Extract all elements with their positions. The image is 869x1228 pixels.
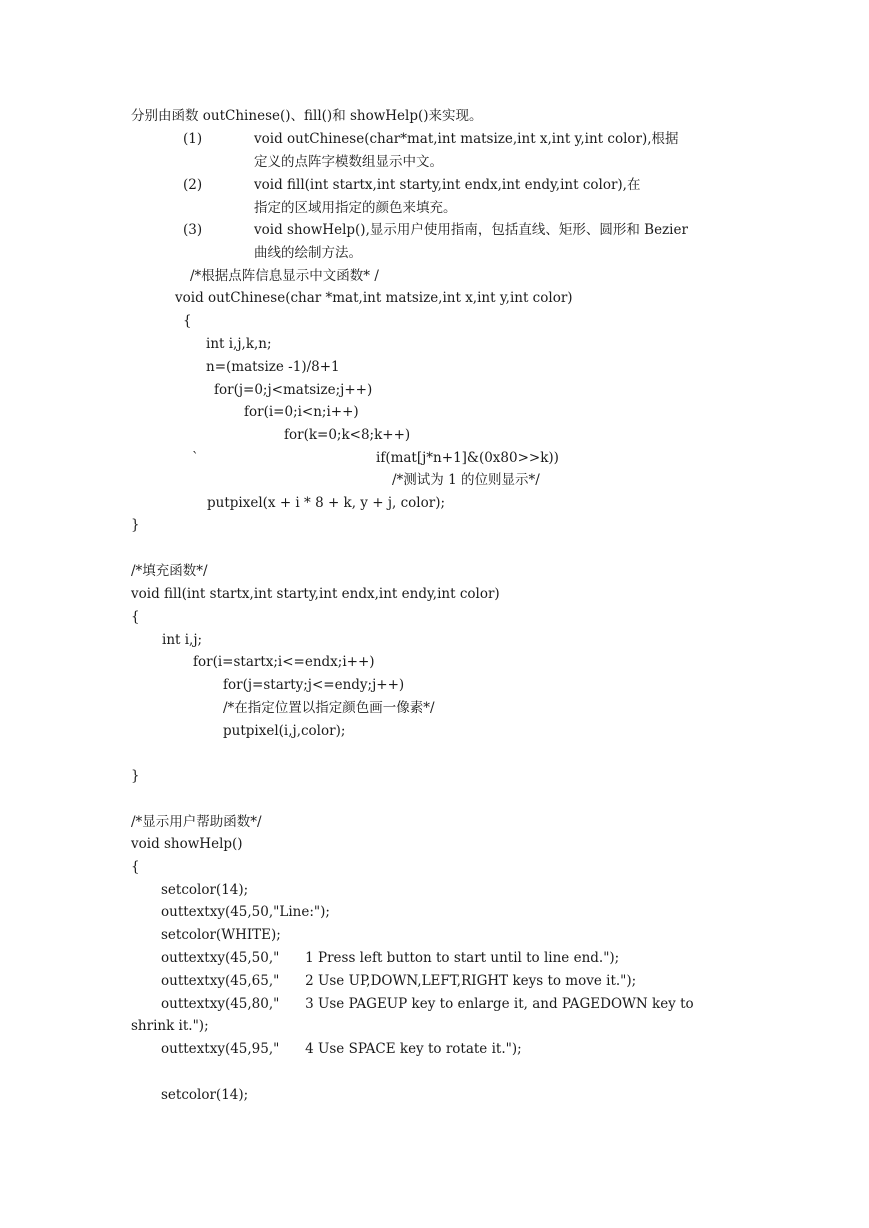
code-line: `: [192, 450, 199, 466]
list-item-number: (1): [183, 131, 203, 147]
list-item-number: (2): [183, 177, 203, 193]
code-line: if(mat[j*n+1]&(0x80>>k)): [376, 450, 559, 466]
code-line: for(k=0;k<8;k++): [284, 427, 411, 443]
code-line: putpixel(i,j,color);: [223, 723, 346, 739]
code-line: }: [131, 517, 140, 533]
intro-paragraph: 分别由函数 outChinese()、fill()和 showHelp()来实现。: [131, 108, 483, 124]
code-line: void fill(int startx,int starty,int endx,int endy,int color): [131, 586, 500, 602]
code-comment: /*根据点阵信息显示中文函数* /: [190, 268, 379, 284]
code-line: for(i=0;i<n;i++): [244, 404, 359, 420]
code-line: for(j=starty;j<=endy;j++): [223, 677, 405, 693]
code-comment: /*填充函数*/: [131, 563, 208, 579]
code-line: n=(matsize -1)/8+1: [206, 359, 340, 375]
list-item-text: void fill(int startx,int starty,int endx,int endy,int color),在: [254, 177, 641, 193]
code-line: {: [131, 859, 140, 875]
code-line: int i,j,k,n;: [206, 336, 272, 352]
code-line: outtextxy(45,80," 3 Use PAGEUP key to enlarge it, and PAGEDOWN key to: [161, 996, 694, 1012]
code-line: {: [183, 313, 192, 329]
code-line: for(j=0;j<matsize;j++): [214, 382, 373, 398]
code-line: setcolor(14);: [161, 882, 249, 898]
code-line: outtextxy(45,95," 4 Use SPACE key to rotate it.");: [161, 1041, 522, 1057]
code-line: setcolor(WHITE);: [161, 927, 281, 943]
list-item-number: (3): [183, 222, 203, 238]
code-line: for(i=startx;i<=endx;i++): [193, 654, 375, 670]
list-item-text: 曲线的绘制方法。: [254, 245, 362, 261]
code-line: outtextxy(45,50," 1 Press left button to start until to line end.");: [161, 950, 620, 966]
code-line: putpixel(x + i * 8 + k, y + j, color);: [207, 495, 446, 511]
code-line: setcolor(14);: [161, 1087, 249, 1103]
code-line: outtextxy(45,65," 2 Use UP,DOWN,LEFT,RIGHT keys to move it.");: [161, 973, 637, 989]
code-line: void outChinese(char *mat,int matsize,int x,int y,int color): [175, 290, 573, 306]
code-comment: /*测试为 1 的位则显示*/: [392, 472, 540, 488]
code-comment: /*显示用户帮助函数*/: [131, 814, 262, 830]
list-item-text: 定义的点阵字模数组显示中文。: [254, 154, 443, 170]
code-line: void showHelp(): [131, 836, 243, 852]
code-comment: /*在指定位置以指定颜色画一像素*/: [223, 700, 435, 716]
code-line: {: [131, 609, 140, 625]
code-line: outtextxy(45,50,"Line:");: [161, 904, 330, 920]
code-line: }: [131, 768, 140, 784]
list-item-text: 指定的区域用指定的颜色来填充。: [254, 200, 457, 216]
code-line: shrink it.");: [131, 1018, 209, 1034]
list-item-text: void outChinese(char*mat,int matsize,int x,int y,int color),根据: [254, 131, 679, 147]
code-line: int i,j;: [162, 632, 203, 648]
list-item-text: void showHelp(),显示用户使用指南，包括直线、矩形、圆形和 Bezier: [254, 222, 688, 238]
